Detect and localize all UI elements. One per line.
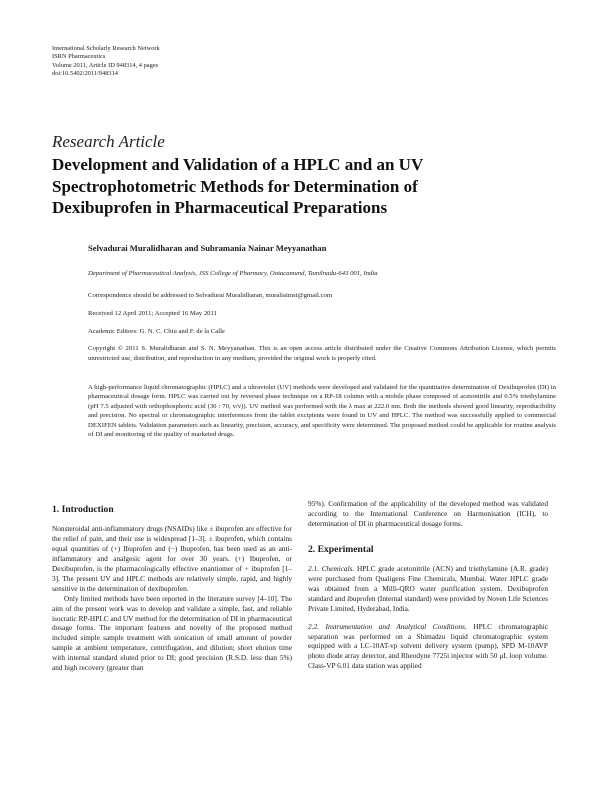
journal-name: ISRN Pharmaceutics bbox=[52, 53, 106, 61]
journal-volume: Volume 2011, Article ID 948314, 4 pages bbox=[52, 61, 159, 69]
paragraph: Only limited methods have been reported in the literature survey [4–10]. The aim of the present work was to develop and validate a simple, fast, and reliable isocratic RP-HPLC and UV method for the determination of DI in pharmaceutical dosage forms. The important features and novelty of the proposed method included simple sample treatment with sonication of small amount of powder sample at ambient temperature, centrifugation, and dilution; short elution time with internal standard eluted prior to DI; good precision (R.S.D. less than 5%) and high recovery (greater than bbox=[52, 593, 292, 673]
dates: Received 12 April 2011; Accepted 16 May 2011 bbox=[88, 310, 217, 317]
left-column bbox=[52, 505, 292, 673]
paragraph-chemicals bbox=[308, 564, 548, 614]
copyright-notice: Copyright © 2011 S. Muralidharan and S. N. Meyyanathan. This is an open access article distributed under the Creative Commons Attribution License, which permits unrestricted use, distribution, and reproduction in any medium, provided the original work is properly cited. bbox=[88, 345, 556, 362]
title-line: Spectrophotometric Methods for Determination of bbox=[52, 176, 418, 196]
title-line: Dexibuprofen in Pharmaceutical Preparations bbox=[52, 198, 388, 217]
journal-doi: doi:10.5402/2011/948314 bbox=[52, 69, 118, 77]
journal-metadata bbox=[52, 45, 160, 78]
title-line: Development and Validation of a HPLC and an UV bbox=[52, 155, 424, 174]
section-heading-experimental: 2. Experimental bbox=[308, 543, 374, 555]
subsection-label: 2.1. Chemicals. bbox=[308, 563, 355, 573]
correspondence: Correspondence should be addressed to Selvadurai Muralidharan, muraliaimst@gmail.com bbox=[88, 292, 333, 299]
journal-network: International Scholarly Research Network bbox=[52, 45, 160, 52]
section-heading-introduction: 1. Introduction bbox=[52, 504, 114, 515]
abstract: A high-performance liquid chromatographic (HPLC) and a ultraviolet (UV) methods were developed and validated for the quantitative determination of Dexibuprofen (DI) in pharmaceutical dosage form. HPLC was carried out by reversed phase technique on a RP-18 column with a mobile phase composed of acetonitrile and 0.5% triethylamine (pH 7.5 adjusted with orthophosphoric acid (30 : 70, v/v)). UV method was performed with the λ max at 222.0 nm. Both the methods showed good linearity, reproducibility and precision. No spectral or chromatographic interferences from the tablet excipients were found in UV and HPLC. The method was successfully applied to commercial DEXIFEN tablets. Validation parameters such as linearity, precision, accuracy, and specificity were determined. The proposed method could be applicable for routine analysis of DI and monitoring of the quality of marketed drugs. bbox=[88, 384, 556, 439]
subsection-text: HPLC grade acetonitrile (ACN) and triethylamine (A.R. grade) were purchased from Qualigens Fine Chemicals, Mumbai. Water HPLC grade was obtained from a Milli-QRO water purification system. Dexibuprofen standard and ibuprofen (Internal standard) were provided by Noven Life Sciences Private Limited, Hyderabad, India. bbox=[308, 563, 548, 613]
paragraph-instrumentation bbox=[308, 622, 548, 672]
paragraph: 95%). Confirmation of the applicability of the developed method was validated according to the International Conference on Harmonisation (ICH), to determination of DI in pharmaceutical dosage forms. bbox=[308, 499, 548, 528]
right-column bbox=[308, 499, 548, 671]
subsection-text: HPLC chromatographic separation was performed on a Shimadzu liquid chromatographic system equipped with a LC-10AT-vp solvent delivery system (pump), SPD M-10AVP photo diode array detector, and Rheodyne 7725i injector with 50 μL loop volume. Class-VP 6.01 data station was applied bbox=[308, 621, 548, 671]
paragraph: Nonsteroidal anti-inflammatory drugs (NSAIDs) like ± ibuprofen are effective for the relief of pain, and their use is widespread [1–3]. ± ibuprofen, which contains equal quantities of (+) Ibuprofen and (−) Ibuprofen, has been used as an anti-inflammatory and analgesic agent for over 30 years. (+) Ibuprofen, or Dexibuprofen, is the pharmacologically effective enantiomer of + ibuprofen [1–3]. The present UV and HPLC methods are relatively simple, rapid, and highly sensitive in the determination of dexibuprofen. bbox=[52, 523, 292, 593]
authors: Selvadurai Muralidharan and Subramania Nainar Meyyanathan bbox=[88, 243, 327, 253]
article-type: Research Article bbox=[52, 132, 165, 151]
spacer bbox=[308, 614, 548, 622]
article-title bbox=[52, 154, 552, 219]
subsection-label: 2.2. Instrumentation and Analytical Conditions. bbox=[308, 621, 467, 631]
affiliation: Department of Pharmaceutical Analysis, JSS College of Pharmacy, Ootacamund, Tamilnadu-643 001, India bbox=[88, 270, 378, 277]
academic-editors: Academic Editors: G. N. C. Chiu and F. de la Calle bbox=[88, 328, 225, 335]
